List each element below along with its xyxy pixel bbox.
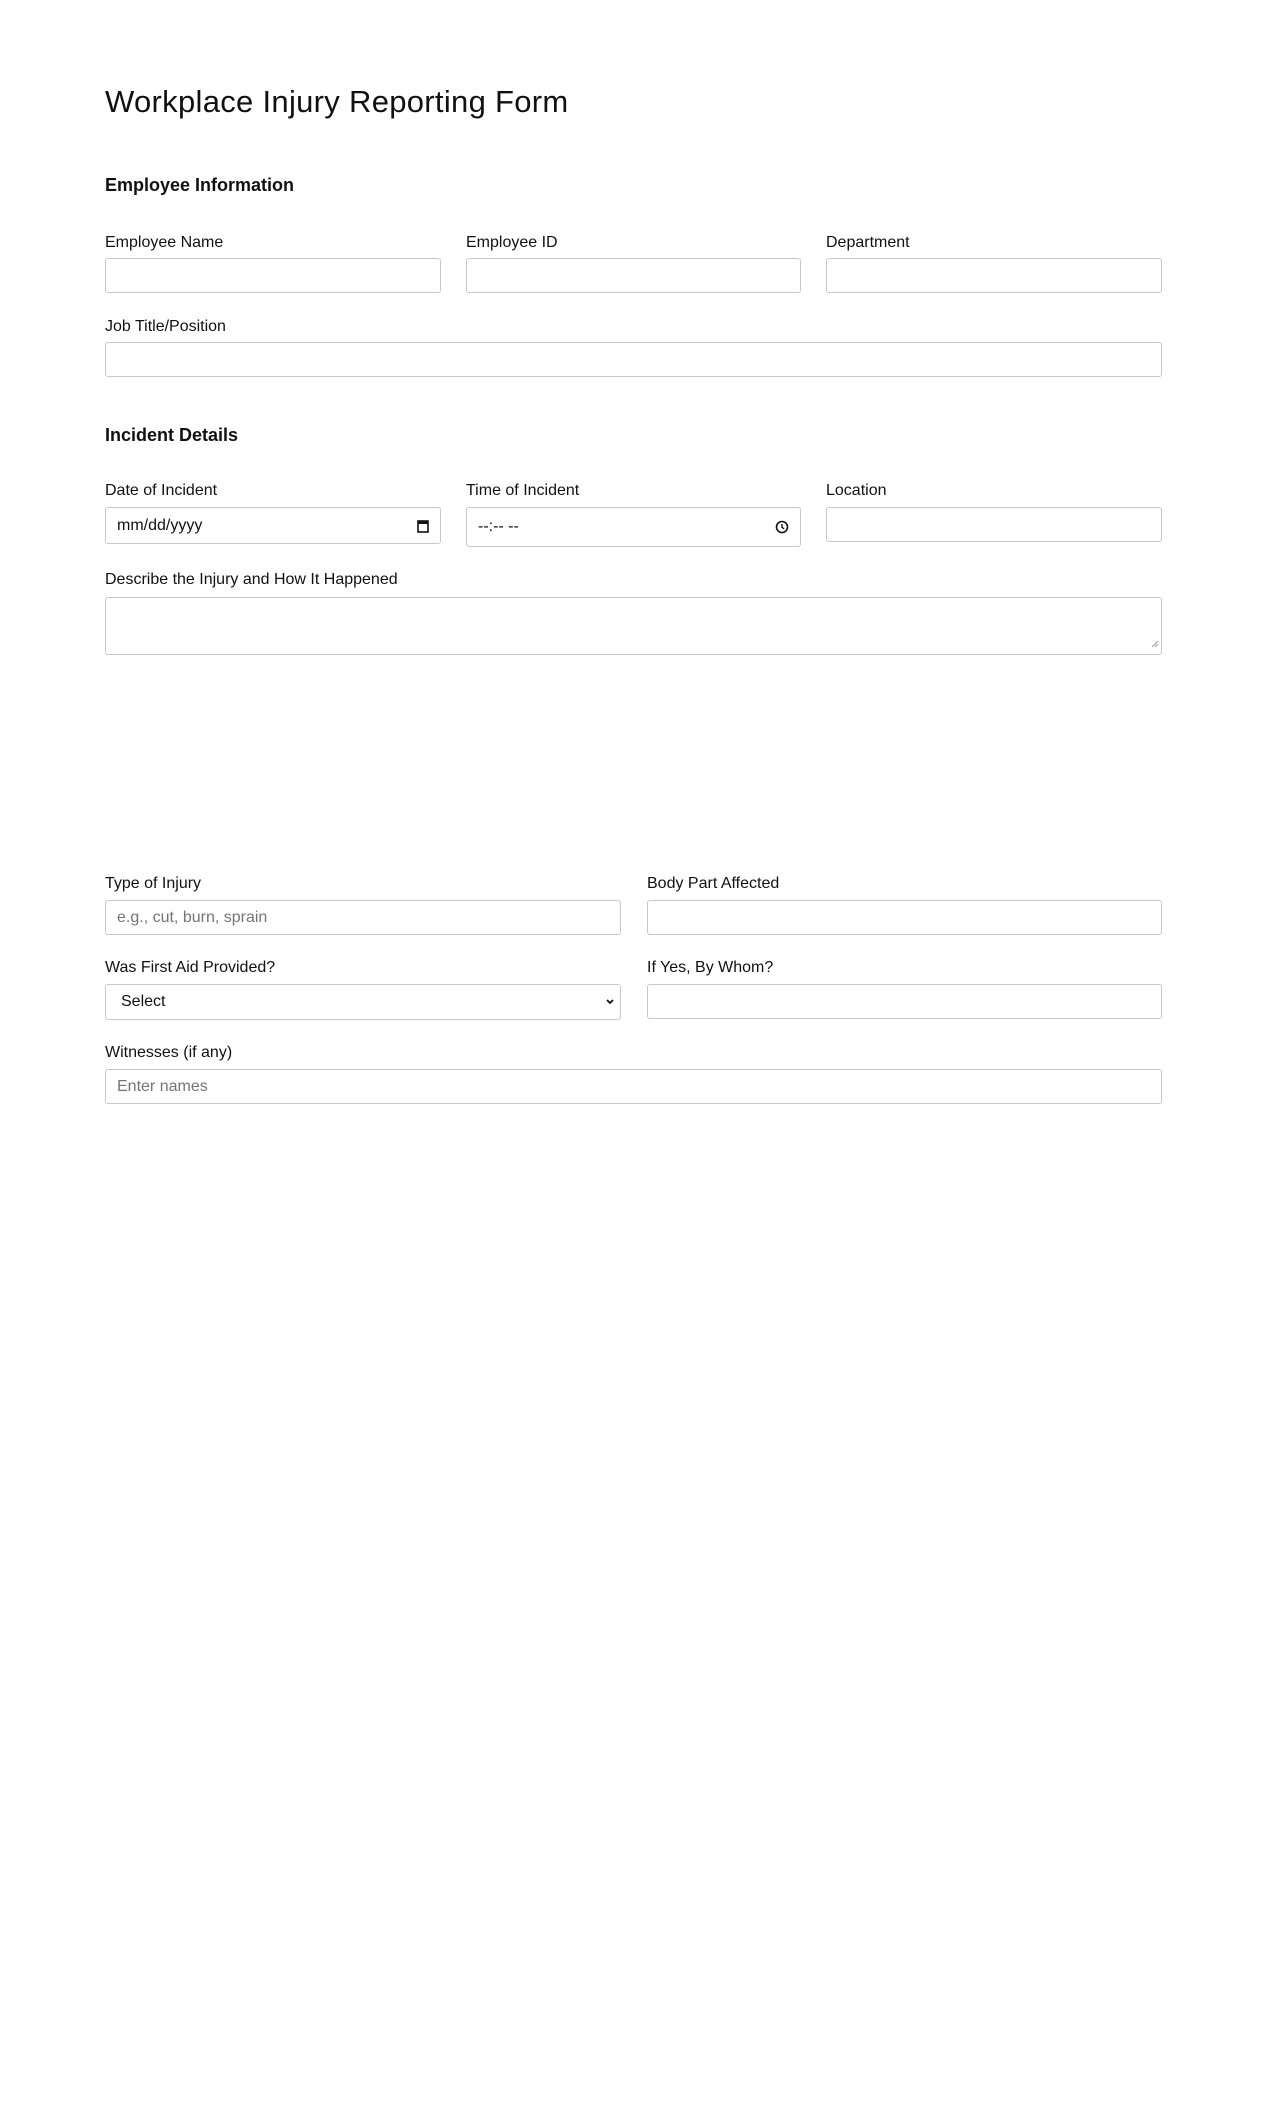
employee-name-input[interactable]	[105, 258, 441, 293]
location-label: Location	[826, 482, 887, 499]
first-aid-select[interactable]	[105, 984, 621, 1020]
job-title-input[interactable]	[105, 342, 1162, 377]
section-heading-employee: Employee Information	[105, 175, 295, 195]
first-aid-label: Was First Aid Provided?	[105, 959, 276, 976]
resize-handle-icon[interactable]	[1151, 635, 1159, 653]
by-whom-input[interactable]	[647, 984, 1162, 1019]
injury-type-placeholder: e.g., cut, burn, sprain	[117, 908, 268, 926]
time-label: Time of Incident	[466, 482, 580, 499]
body-part-label: Body Part Affected	[647, 875, 780, 892]
date-label: Date of Incident	[105, 482, 218, 499]
calendar-icon[interactable]	[417, 519, 429, 533]
injury-type-label: Type of Injury	[105, 875, 202, 892]
job-title-label: Job Title/Position	[105, 318, 226, 335]
section-heading-incident: Incident Details	[105, 425, 239, 445]
date-placeholder: mm/dd/yyyy	[117, 516, 203, 534]
body-part-input[interactable]	[647, 900, 1162, 935]
first-aid-value: Select	[121, 993, 166, 1010]
injury-type-input[interactable]	[105, 900, 621, 935]
witnesses-label: Witnesses (if any)	[105, 1044, 233, 1061]
time-placeholder: --:-- --	[478, 518, 519, 535]
chevron-down-icon	[605, 998, 615, 1006]
witnesses-placeholder: Enter names	[117, 1077, 208, 1095]
department-input[interactable]	[826, 258, 1162, 293]
employee-id-label: Employee ID	[466, 234, 558, 251]
describe-textarea[interactable]	[105, 597, 1162, 655]
clock-icon[interactable]	[775, 520, 789, 534]
employee-name-label: Employee Name	[105, 234, 224, 251]
date-input[interactable]	[105, 507, 441, 544]
by-whom-label: If Yes, By Whom?	[647, 959, 774, 976]
employee-id-input[interactable]	[466, 258, 801, 293]
page-title: Workplace Injury Reporting Form	[105, 84, 569, 119]
time-input[interactable]	[466, 507, 801, 547]
witnesses-input[interactable]	[105, 1069, 1162, 1104]
department-label: Department	[826, 234, 910, 251]
location-input[interactable]	[826, 507, 1162, 542]
describe-label: Describe the Injury and How It Happened	[105, 571, 398, 588]
